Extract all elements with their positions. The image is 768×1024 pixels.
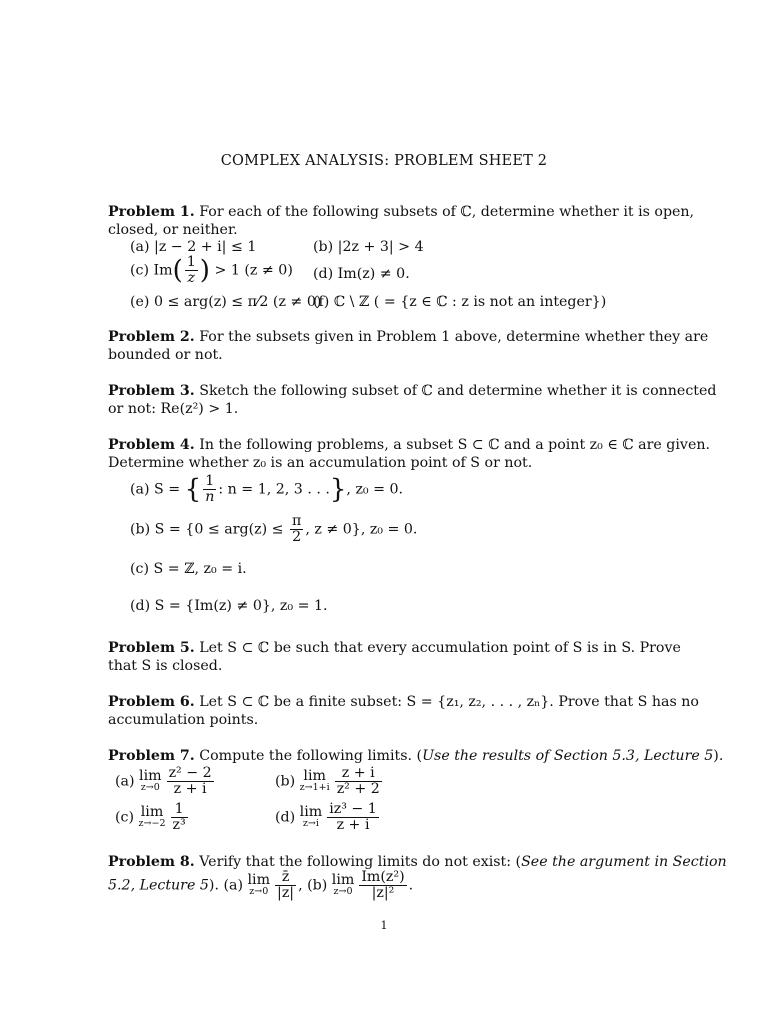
problem-1-a: (a) |z − 2 + i| ≤ 1 bbox=[130, 239, 257, 255]
problem-1-d: (d) Im(z) ≠ 0. bbox=[313, 266, 410, 282]
problem-1-line-2: closed, or neither. bbox=[108, 222, 238, 238]
problem-1-f: (f) ℂ \ ℤ ( = {z ∈ ℂ : z is not an integer}) bbox=[313, 294, 607, 310]
problem-2-label: Problem 2. bbox=[108, 329, 195, 345]
problem-4-d: (d) S = {Im(z) ≠ 0}, z₀ = 1. bbox=[130, 598, 328, 614]
problem-3-label: Problem 3. bbox=[108, 383, 195, 399]
problem-1-b: (b) |2z + 3| > 4 bbox=[313, 239, 424, 255]
problem-4-c: (c) S = ℤ, z₀ = i. bbox=[130, 561, 247, 577]
problem-8-label: Problem 8. bbox=[108, 854, 195, 870]
problem-7-b: (b) lim z→1+i $\frac{z + i}{\text{z² + 2}}$ bbox=[275, 765, 380, 797]
problem-1-label: Problem 1. bbox=[108, 204, 195, 220]
problem-4-line-2: Determine whether z₀ is an accumulation point of S or not. bbox=[108, 455, 533, 471]
problem-7-c: (c) lim z→−2 $\frac{1}{\text{z³}}$ bbox=[115, 801, 186, 833]
problem-4-line-1: Problem 4. In the following problems, a subset S ⊂ ℂ and a point z₀ ∈ ℂ are given. bbox=[108, 437, 710, 453]
page-number: 1 bbox=[380, 919, 388, 932]
problem-2-line-2: bounded or not. bbox=[108, 347, 223, 363]
problem-8-line-2: 5.2, Lecture 5). (a) lim z→0 $\frac{z̄}{|z|}$ , (b) lim z→0 $\frac{\text{Im(z²)}}{\text{|z|²}}$ . bbox=[108, 869, 414, 901]
problem-7-a: (a) lim z→0 $\frac{\text{z² − 2}}{z + i}$ bbox=[115, 765, 212, 797]
problem-6-line-1: Problem 6. Let S ⊂ ℂ be a finite subset: S = {z₁, z₂, . . . , zₙ}. Prove that S has no bbox=[108, 694, 699, 710]
problem-3-line-1: Problem 3. Sketch the following subset of ℂ and determine whether it is connected bbox=[108, 383, 717, 399]
problem-5-line-2: that S is closed. bbox=[108, 658, 223, 674]
problem-1-line-1: Problem 1. For each of the following subsets of ℂ, determine whether it is open, bbox=[108, 204, 695, 220]
problem-4-b: (b) S = {0 ≤ arg(z) ≤ $\frac{\pi}{2}$ , z ≠ 0}, z₀ = 0. bbox=[130, 513, 418, 545]
problem-6-line-2: accumulation points. bbox=[108, 712, 259, 728]
problem-1-c: (c) Im( $\frac{1}{z}$ ) > 1 (z ≠ 0) bbox=[130, 254, 293, 286]
problem-5-line-1: Problem 5. Let S ⊂ ℂ be such that every accumulation point of S is in S. Prove bbox=[108, 640, 681, 656]
problem-8-line-1: Problem 8. Verify that the following limits do not exist: (See the argument in Section bbox=[108, 854, 727, 870]
problem-7-d: (d) lim z→i $\frac{\text{iz³ − 1}}{z + i}$ bbox=[275, 801, 377, 833]
page-title: COMPLEX ANALYSIS: PROBLEM SHEET 2 bbox=[220, 153, 548, 169]
problem-6-label: Problem 6. bbox=[108, 694, 195, 710]
problem-7-label: Problem 7. bbox=[108, 748, 195, 764]
problem-3-line-2: or not: Re(z²) > 1. bbox=[108, 401, 239, 417]
problem-5-label: Problem 5. bbox=[108, 640, 195, 656]
problem-1-e: (e) 0 ≤ arg(z) ≤ π⁄2 (z ≠ 0) bbox=[130, 294, 322, 310]
problem-4-a: (a) S = { $\frac{1}{n}$ : n = 1, 2, 3 . . .}, z₀ = 0. bbox=[130, 473, 404, 505]
problem-7-line-1: Problem 7. Compute the following limits. (Use the results of Section 5.3, Lecture 5). bbox=[108, 748, 724, 764]
problem-4-label: Problem 4. bbox=[108, 437, 195, 453]
problem-2-line-1: Problem 2. For the subsets given in Problem 1 above, determine whether they are bbox=[108, 329, 709, 345]
